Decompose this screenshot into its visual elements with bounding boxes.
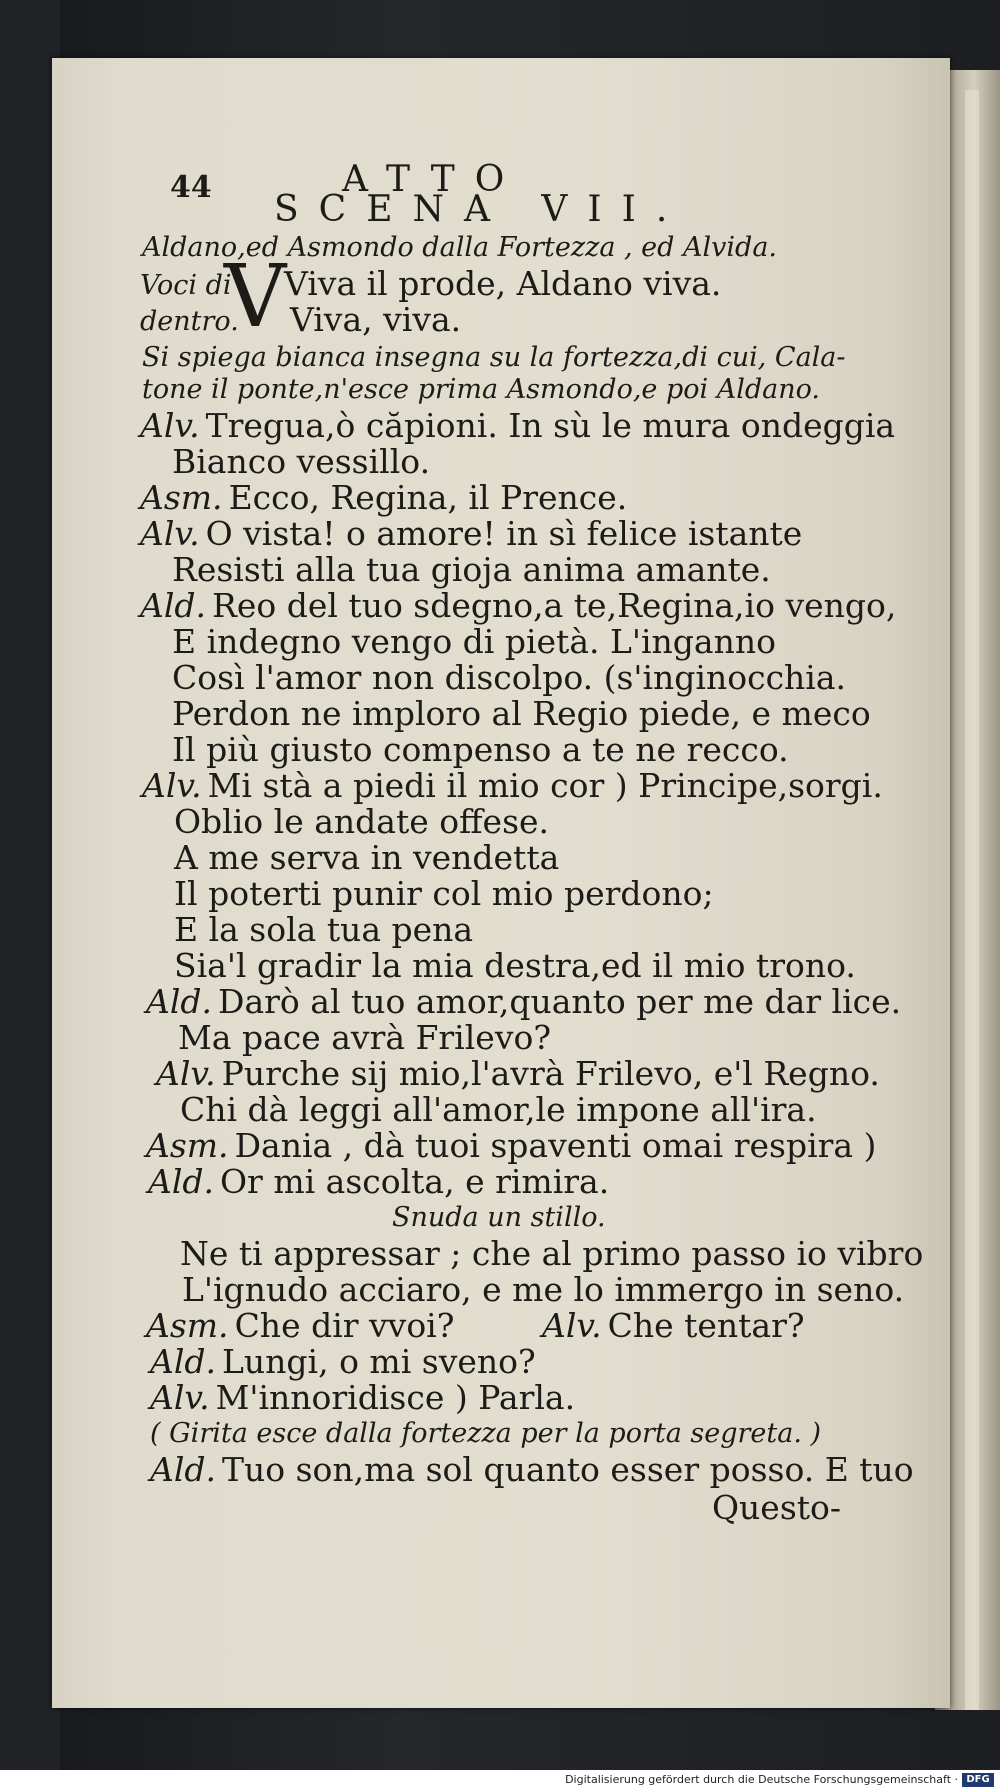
verse-line: Chi dà leggi all'amor,le impone all'ira. <box>180 1090 817 1129</box>
stage-direction: Si spiega bianca insegna su la fortezza,di cui, Cala- <box>142 342 846 373</box>
dialogue-line <box>140 588 896 624</box>
speaker-label: Alv. <box>542 1306 602 1345</box>
speaker-label: Alv. <box>142 766 202 805</box>
dialogue-line <box>542 1308 805 1344</box>
page-number: 44 <box>170 170 212 205</box>
dialogue-line <box>140 516 802 552</box>
speaker-label: Ald. <box>150 1342 216 1381</box>
verse-text: Or mi ascolta, e rimira. <box>220 1162 610 1201</box>
dfg-logo: DFG <box>962 1773 994 1787</box>
stage-speaker-2: dentro. <box>140 306 239 337</box>
drop-cap: V <box>224 247 287 347</box>
dialogue-line <box>148 1164 609 1200</box>
book-page <box>52 58 950 1708</box>
verse-line: L'ignudo acciaro, e me lo immergo in seno. <box>182 1270 905 1309</box>
catchword: Questo- <box>712 1488 842 1527</box>
dialogue-line <box>140 408 895 444</box>
dialogue-line <box>146 1308 454 1344</box>
dialogue-line <box>156 1056 880 1092</box>
verse-line: E la sola tua pena <box>174 910 474 949</box>
verse-line: Perdon ne imploro al Regio piede, e meco <box>172 694 871 733</box>
speaker-label: Alv. <box>156 1054 216 1093</box>
running-head: ATTO <box>342 159 525 200</box>
verse-text: M'innoridisce ) Parla. <box>215 1378 576 1417</box>
dialogue-line <box>150 1380 575 1416</box>
stage-speaker: Voci di <box>140 270 232 301</box>
dialogue-line <box>150 1452 914 1488</box>
dialogue-line <box>146 1128 876 1164</box>
speaker-label: Asm. <box>146 1306 229 1345</box>
verse-line: Viva il prode, Aldano viva. <box>284 264 722 303</box>
verse-text: Dania , dà tuoi spaventi omai respira ) <box>234 1126 877 1165</box>
stage-direction: ( Girita esce dalla fortezza per la porta segreta. ) <box>150 1418 822 1449</box>
speaker-label: Alv. <box>150 1378 210 1417</box>
speaker-label: Ald. <box>146 982 212 1021</box>
speaker-label: Ald. <box>150 1450 216 1489</box>
speaker-label: Ald. <box>140 586 206 625</box>
verse-text: O vista! o amore! in sì felice istante <box>205 514 803 553</box>
speaker-label: Alv. <box>140 406 200 445</box>
verse-text: Ecco, Regina, il Prence. <box>228 478 628 517</box>
digitization-footer <box>0 1770 1000 1791</box>
stage-direction: Snuda un stillo. <box>392 1202 606 1233</box>
verse-line: A me serva in vendetta <box>174 838 560 877</box>
verse-text: Reo del tuo sdegno,a te,Regina,io vengo, <box>212 586 897 625</box>
verse-line: Resisti alla tua gioja anima amante. <box>172 550 771 589</box>
speaker-label: Ald. <box>148 1162 214 1201</box>
verse-line: Bianco vessillo. <box>172 442 431 481</box>
scene-title: SCENA VII. <box>274 189 688 230</box>
dialogue-line <box>140 480 627 516</box>
page-text <box>52 58 950 1708</box>
verse-line: Il più giusto compenso a te ne recco. <box>172 730 789 769</box>
scene-characters: Aldano,ed Asmondo dalla Fortezza , ed Alvida. <box>142 232 778 263</box>
verse-line: Ma pace avrà Frilevo? <box>178 1018 552 1057</box>
dialogue-line <box>150 1344 536 1380</box>
dialogue-line <box>146 984 901 1020</box>
verse-line: E indegno vengo di pietà. L'inganno <box>172 622 776 661</box>
verse-text: Lungi, o mi sveno? <box>222 1342 536 1381</box>
book-cover-edge <box>0 0 60 1770</box>
verse-line: Viva, viva. <box>290 300 462 339</box>
speaker-label: Asm. <box>140 478 223 517</box>
verse-text: Mi stà a piedi il mio cor ) Principe,sorgi. <box>207 766 883 805</box>
speaker-label: Asm. <box>146 1126 229 1165</box>
verse-text: Tregua,ò căpioni. In sù le mura ondeggia <box>205 406 896 445</box>
verse-line: Così l'amor non discolpo. (s'inginocchia. <box>172 658 847 697</box>
verse-line: Oblio le andate offese. <box>174 802 550 841</box>
stage-direction: tone il ponte,n'esce prima Asmondo,e poi Aldano. <box>142 374 820 405</box>
dfg-credit: Digitalisierung gefördert durch die Deutsche Forschungsgemeinschaft · <box>565 1773 958 1786</box>
page-edge <box>965 90 979 1710</box>
verse-line: Sia'l gradir la mia destra,ed il mio trono. <box>174 946 856 985</box>
verse-text: Che tentar? <box>607 1306 805 1345</box>
verse-text: Purche sij mio,l'avrà Frilevo, e'l Regno. <box>221 1054 880 1093</box>
speaker-label: Alv. <box>140 514 200 553</box>
verse-line: Ne ti appressar ; che al primo passo io vibro <box>180 1234 924 1273</box>
verse-text: Darò al tuo amor,quanto per me dar lice. <box>218 982 902 1021</box>
dialogue-line <box>142 768 883 804</box>
verse-text: Tuo son,ma sol quanto esser posso. E tuo <box>222 1450 914 1489</box>
verse-text: Che dir vvoi? <box>234 1306 455 1345</box>
verse-line: Il poterti punir col mio perdono; <box>174 874 714 913</box>
